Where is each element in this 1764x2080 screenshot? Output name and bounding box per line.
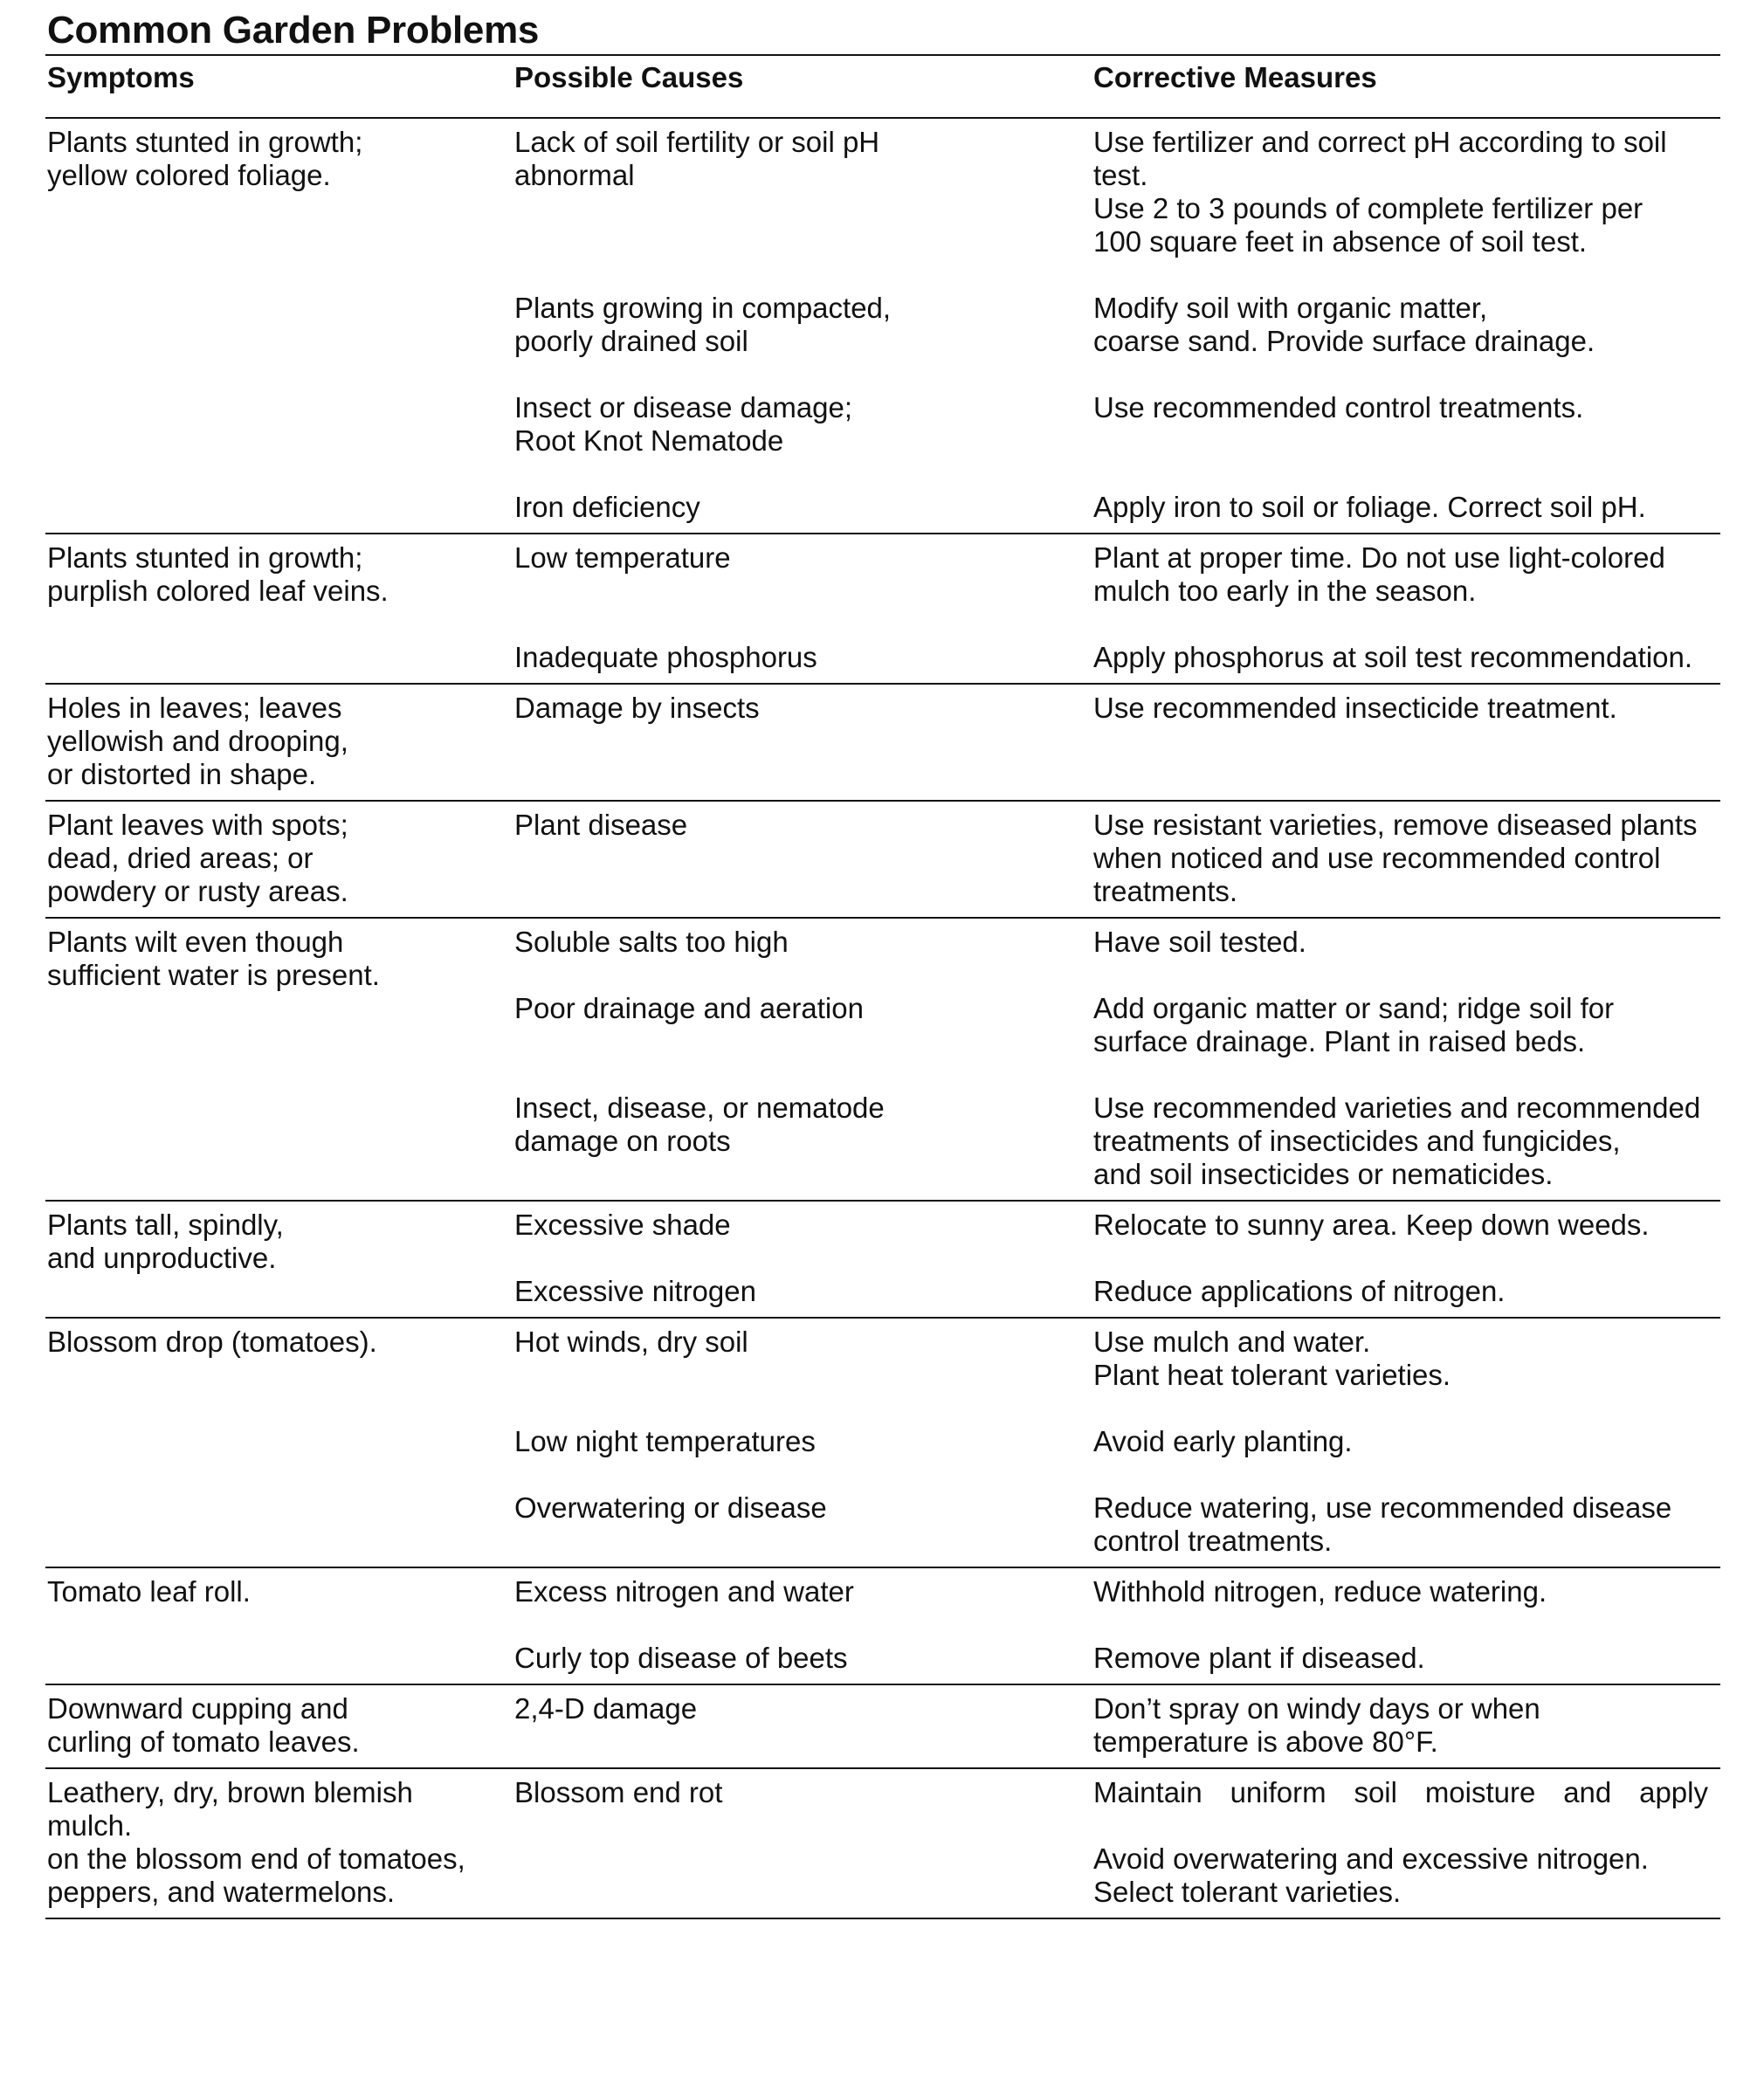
table-row: [45, 1319, 1720, 1568]
cause-cell: Insect or disease damage; Root Knot Nematode: [514, 391, 853, 457]
measure-text: Modify soil with organic matter, coarse sand. Provide surface drainage.: [1093, 292, 1595, 357]
measure-text: Relocate to sunny area. Keep down weeds.: [1093, 1209, 1650, 1241]
table-row: [45, 1685, 1720, 1769]
cause-measure-list: [514, 692, 1722, 791]
cause-measure-pair: [514, 491, 1722, 524]
cause-measure-pair: [514, 641, 1722, 674]
cause-measure-pair: [514, 1642, 1722, 1675]
measure-cell: [1093, 1425, 1722, 1458]
measure-text: Use resistant varieties, remove diseased plants when noticed and use recommended control treatments.: [1093, 809, 1698, 907]
table-row: [45, 119, 1720, 534]
cause-cell: Plant disease: [514, 809, 688, 841]
cause-measure-list: [514, 541, 1722, 674]
measure-cell: [1093, 809, 1722, 908]
measure-text: Use fertilizer and correct pH according to soil test. Use 2 to 3 pounds of complete fertilizer per 100 square feet in absence of soil test.: [1093, 126, 1667, 258]
measure-cell: [1093, 692, 1722, 725]
cause-cell: Excessive nitrogen: [514, 1275, 756, 1307]
symptom-cell: Downward cupping and curling of tomato leaves.: [47, 1692, 360, 1758]
measure-cell: [1093, 1209, 1722, 1242]
cause-cell: Poor drainage and aeration: [514, 992, 864, 1024]
measure-cell: [1093, 1692, 1722, 1759]
cause-cell: Excessive shade: [514, 1209, 731, 1241]
measure-text: Reduce watering, use recommended disease control treatments.: [1093, 1491, 1672, 1557]
measure-cell: [1093, 926, 1722, 959]
table-header: [45, 56, 1720, 119]
table-row: [45, 534, 1720, 685]
measure-cell: [1093, 641, 1722, 674]
measure-cell: [1093, 1326, 1722, 1392]
measure-cell: [1093, 1776, 1722, 1909]
measure-text: Use recommended varieties and recommended treatments of insecticides and fungicides, and soil insecticides or nematicides.: [1093, 1092, 1701, 1190]
table-row: [45, 1568, 1720, 1685]
measure-text: Avoid early planting.: [1093, 1425, 1353, 1457]
cause-measure-list: [514, 1776, 1722, 1909]
cause-measure-pair: [514, 1326, 1722, 1392]
cause-measure-pair: [514, 292, 1722, 358]
cause-measure-pair: [514, 1692, 1722, 1759]
symptom-cell: Plants tall, spindly, and unproductive.: [47, 1209, 284, 1274]
cause-measure-pair: [514, 1275, 1722, 1308]
cause-cell: Excess nitrogen and water: [514, 1575, 854, 1608]
cause-measure-pair: [514, 1425, 1722, 1458]
symptom-cell: Leathery, dry, brown blemish mulch. on the blossom end of tomatoes, peppers, and watermelons.: [47, 1776, 465, 1908]
cause-measure-pair: [514, 126, 1722, 258]
symptom-cell: Plant leaves with spots; dead, dried areas; or powdery or rusty areas.: [47, 809, 348, 907]
measure-text: Reduce applications of nitrogen.: [1093, 1275, 1506, 1307]
cause-cell: Insect, disease, or nematode damage on roots: [514, 1092, 885, 1157]
cause-cell: Plants growing in compacted, poorly drained soil: [514, 292, 892, 357]
measure-cell: [1093, 1275, 1722, 1308]
cause-cell: Inadequate phosphorus: [514, 641, 817, 673]
symptom-cell: Plants stunted in growth; purplish colored leaf veins.: [47, 541, 389, 607]
measure-cell: [1093, 1092, 1722, 1191]
page-title: Common Garden Problems: [47, 9, 540, 52]
header-causes: Possible Causes: [514, 61, 744, 93]
measure-cell: [1093, 1575, 1722, 1608]
cause-cell: Overwatering or disease: [514, 1491, 827, 1524]
cause-measure-list: [514, 1692, 1722, 1759]
symptom-cell: Tomato leaf roll.: [47, 1575, 251, 1608]
symptom-cell: Plants wilt even though sufficient water is present.: [47, 926, 380, 991]
measure-text: Use recommended control treatments.: [1093, 391, 1584, 424]
header-symptoms: Symptoms: [47, 61, 195, 93]
cause-measure-pair: [514, 1575, 1722, 1608]
cause-measure-pair: [514, 1092, 1722, 1191]
measure-text: Remove plant if diseased.: [1093, 1642, 1425, 1674]
cause-measure-list: [514, 1575, 1722, 1675]
cause-measure-pair: [514, 992, 1722, 1058]
measure-cell: [1093, 491, 1722, 524]
cause-cell: Iron deficiency: [514, 491, 700, 523]
measure-extra-text: Avoid overwatering and excessive nitrogen. Select tolerant varieties.: [1093, 1842, 1649, 1908]
cause-measure-pair: [514, 541, 1722, 608]
cause-cell: Lack of soil fertility or soil pH abnormal: [514, 126, 880, 191]
measure-text: Plant at proper time. Do not use light-colored mulch too early in the season.: [1093, 541, 1665, 607]
measure-cell: [1093, 992, 1722, 1058]
cause-measure-list: [514, 1326, 1722, 1558]
cause-cell: Low temperature: [514, 541, 731, 574]
measure-cell: [1093, 1642, 1722, 1675]
measure-cell: [1093, 541, 1722, 608]
measure-text: Don’t spray on windy days or when temperature is above 80°F.: [1093, 1692, 1540, 1758]
symptom-cell: Plants stunted in growth; yellow colored foliage.: [47, 126, 363, 191]
cause-measure-list: [514, 1209, 1722, 1308]
measure-text: Use mulch and water. Plant heat tolerant varieties.: [1093, 1326, 1451, 1391]
document-page: [45, 0, 1720, 1919]
measure-text: Apply phosphorus at soil test recommendation.: [1093, 641, 1693, 673]
measure-text: Maintain uniform soil moisture and apply: [1093, 1776, 1708, 1808]
cause-measure-list: [514, 126, 1722, 524]
cause-measure-pair: [514, 926, 1722, 959]
table-row: [45, 685, 1720, 802]
measure-cell: [1093, 391, 1722, 458]
cause-measure-pair: [514, 1209, 1722, 1242]
measure-cell: [1093, 292, 1722, 358]
table-body: [45, 119, 1720, 1919]
measure-text: Apply iron to soil or foliage. Correct soil pH.: [1093, 491, 1646, 523]
symptom-cell: Blossom drop (tomatoes).: [47, 1326, 377, 1358]
cause-measure-list: [514, 809, 1722, 908]
measure-text: Add organic matter or sand; ridge soil for surface drainage. Plant in raised beds.: [1093, 992, 1615, 1057]
cause-cell: Curly top disease of beets: [514, 1642, 848, 1674]
cause-cell: Soluble salts too high: [514, 926, 789, 958]
symptom-cell: Holes in leaves; leaves yellowish and drooping, or distorted in shape.: [47, 692, 348, 790]
measure-text: Use recommended insecticide treatment.: [1093, 692, 1617, 724]
cause-cell: Blossom end rot: [514, 1776, 723, 1808]
cause-cell: Low night temperatures: [514, 1425, 816, 1457]
measure-cell: [1093, 126, 1722, 258]
cause-measure-pair: [514, 1776, 1722, 1909]
cause-cell: Hot winds, dry soil: [514, 1326, 748, 1358]
cause-measure-pair: [514, 1491, 1722, 1558]
measure-text: Have soil tested.: [1093, 926, 1306, 958]
cause-measure-pair: [514, 809, 1722, 908]
table-row: [45, 919, 1720, 1202]
header-measures: Corrective Measures: [1093, 61, 1377, 93]
cause-cell: 2,4-D damage: [514, 1692, 698, 1725]
cause-measure-pair: [514, 391, 1722, 458]
cause-cell: Damage by insects: [514, 692, 760, 724]
measure-cell: [1093, 1491, 1722, 1558]
cause-measure-pair: [514, 692, 1722, 725]
cause-measure-list: [514, 926, 1722, 1191]
table-row: [45, 802, 1720, 919]
table-row: [45, 1202, 1720, 1319]
table-row: [45, 1769, 1720, 1919]
measure-text: Withhold nitrogen, reduce watering.: [1093, 1575, 1547, 1608]
